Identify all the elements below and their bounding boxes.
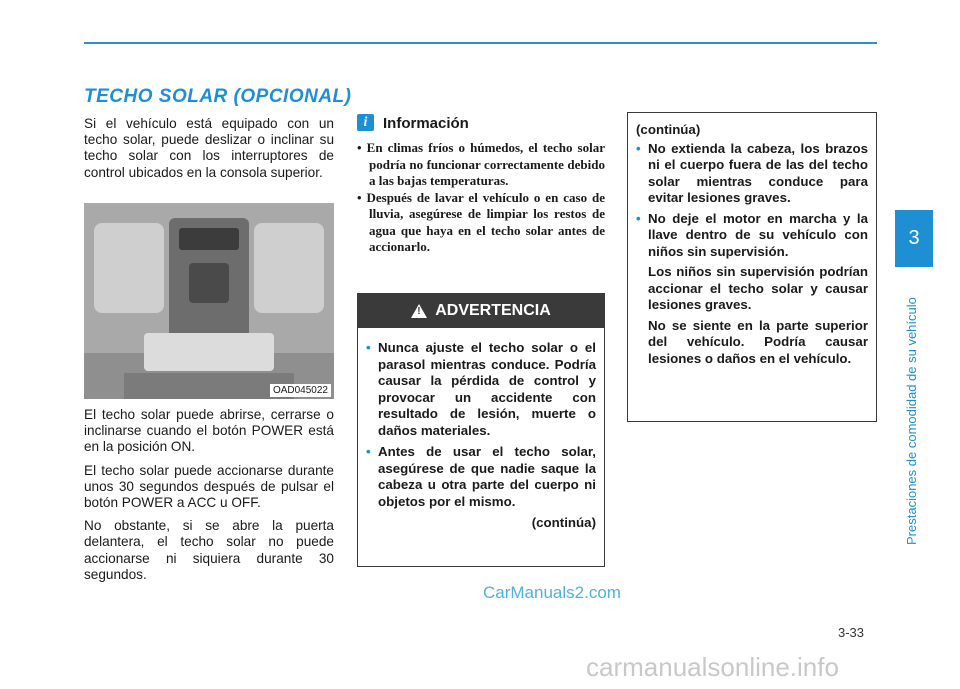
info-heading: Información (383, 115, 469, 132)
warning-text: No deje el motor en marcha y la llave dentro de su vehículo con niños sin supervisión. (648, 210, 868, 259)
warning-triangle-icon: ! (411, 304, 427, 318)
warning-list (366, 340, 596, 510)
body-paragraph-3: No obstante, si se abre la puerta delantera, el techo solar no puede accionarse ni siquiera durante 30 segundos. (84, 518, 334, 582)
info-icon: i (357, 114, 374, 131)
intro-text (84, 116, 334, 188)
warning-continued-box (627, 112, 877, 422)
warning-item: • Antes de usar el techo solar, asegúrese de que nadie saque la cabeza u otra parte del cuerpo ni objetos por el mismo. (366, 444, 596, 509)
intro-paragraph: Si el vehículo está equipado con un techo solar, puede deslizar o inclinar su techo solar con los interruptores de control ubicados en la consola superior. (84, 116, 334, 180)
watermark-footer: carmanualsonline.info (586, 652, 839, 682)
bullet-icon: • (636, 140, 641, 156)
photo-code: OAD045022 (270, 384, 331, 397)
bullet-icon: • (636, 210, 641, 226)
warning-header (358, 294, 604, 328)
warning-heading: ADVERTENCIA (435, 302, 551, 319)
body-paragraph-1: El techo solar puede abrirse, cerrarse o inclinarse cuando el botón POWER está en la posición ON. (84, 407, 334, 455)
continued-label: (continúa) (531, 515, 596, 530)
bullet-icon: • (366, 340, 371, 355)
sunroof-console-photo (84, 203, 334, 399)
page-number: 3-33 (838, 625, 865, 640)
continued-list (636, 141, 868, 368)
continued-heading: (continúa) (636, 122, 701, 137)
warning-item: • No extienda la cabeza, los brazos ni el cuerpo fuera de las del techo solar mientras conduce para evitar lesiones graves. (636, 140, 868, 205)
body-paragraph-2: El techo solar puede accionarse durante unos 30 segundos después de pulsar el botón POWER a ACC u OFF. (84, 462, 334, 511)
bullet-icon: • (366, 444, 371, 459)
overhead-console-illustration (84, 203, 334, 399)
warning-item: • Nunca ajuste el techo solar o el parasol mientras conduce. Podría causar la pérdida de control y provocar un accidente con resultado de lesión, muerte o daños materiales. (366, 340, 596, 438)
sunroof-body-text (84, 407, 334, 590)
info-list (357, 140, 605, 256)
warning-text: Los niños sin supervisión podrían accionar el techo solar y causar lesiones graves. (648, 264, 868, 312)
warning-text: No se siente en la parte superior del vehículo. Podría causar lesiones o daños en el vehículo. (648, 317, 868, 366)
watermark-link[interactable]: CarManuals2.com (483, 583, 621, 602)
info-item: • En climas fríos o húmedos, el techo solar podría no funcionar correctamente debido a las bajas temperaturas. (357, 140, 605, 188)
chapter-tab: 3 (895, 210, 933, 267)
warning-item (636, 211, 868, 368)
section-title: TECHO SOLAR (OPCIONAL) (84, 86, 352, 107)
info-item: • Después de lavar el vehículo o en caso de lluvia, asegúrese de limpiar los restos de agua que haya en el techo solar antes de accionarlo. (357, 189, 605, 254)
header-rule (84, 42, 877, 44)
warning-box (357, 293, 605, 567)
